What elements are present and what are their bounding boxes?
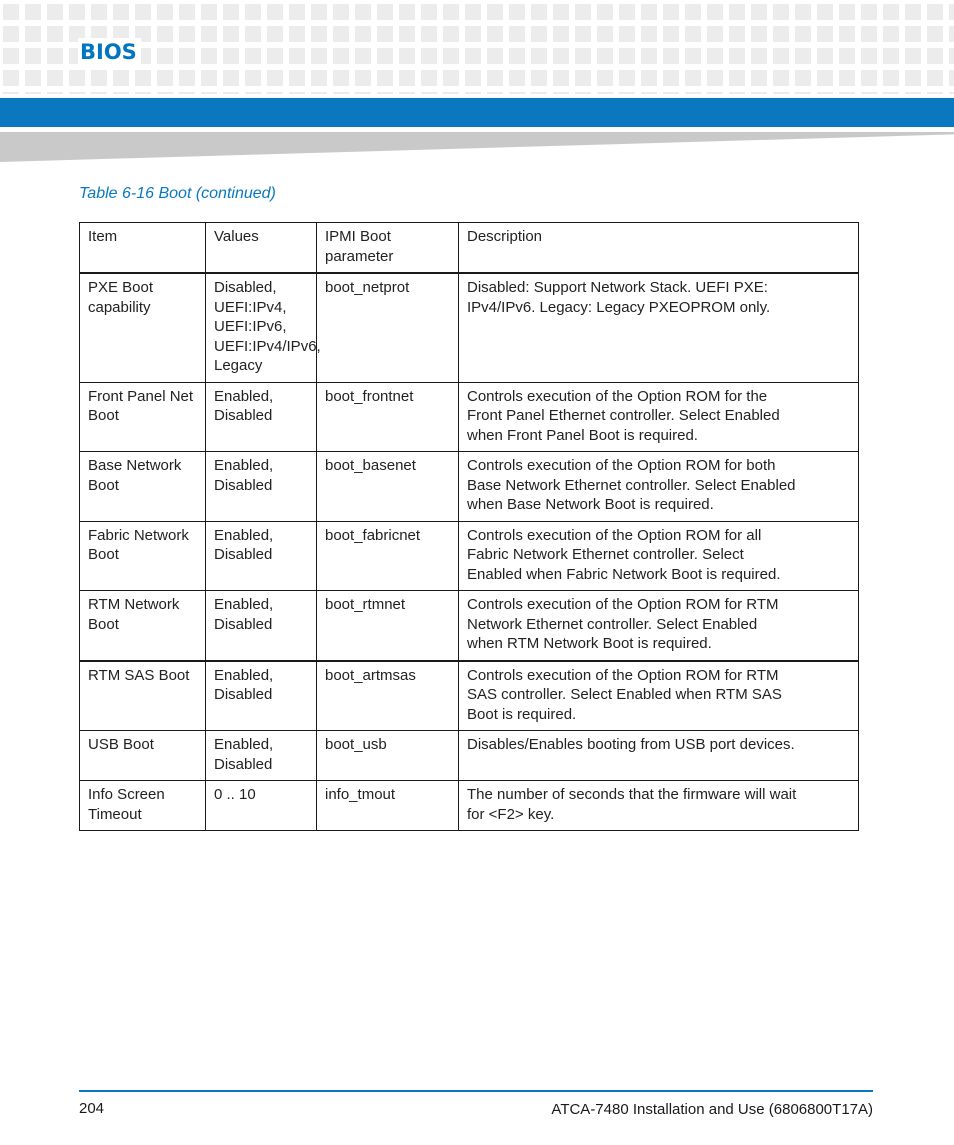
page-number: 204 (79, 1100, 105, 1117)
cell-description: The number of seconds that the firmware will wait for <F2> key. (459, 781, 859, 831)
table-row (80, 382, 859, 452)
cell-values: 0 .. 10 (206, 781, 317, 831)
cell-item: RTM Network Boot (80, 591, 206, 661)
cell-item: Info Screen Timeout (80, 781, 206, 831)
cell-description: Controls execution of the Option ROM for all Fabric Network Ethernet controller. Select Enabled when Fabric Network Boot is required. (459, 521, 859, 591)
cell-description: Controls execution of the Option ROM for both Base Network Ethernet controller. Select Enabled when Base Network Boot is required. (459, 452, 859, 522)
footer-rule (79, 1090, 873, 1092)
cell-ipmi: boot_usb (317, 731, 459, 781)
document-title: ATCA-7480 Installation and Use (6806800T17A) (551, 1101, 873, 1118)
cell-item: USB Boot (80, 731, 206, 781)
table-row (80, 273, 859, 382)
header-background (0, 0, 954, 96)
cell-description: Controls execution of the Option ROM for the Front Panel Ethernet controller. Select Enabled when Front Panel Boot is required. (459, 382, 859, 452)
header-grey-wedge (0, 132, 954, 162)
column-header-ipmi: IPMI Boot parameter (317, 223, 459, 274)
column-header-values: Values (206, 223, 317, 274)
section-title: BIOS (78, 38, 141, 66)
table-row (80, 661, 859, 731)
cell-description: Disables/Enables booting from USB port devices. (459, 731, 859, 781)
cell-description: Controls execution of the Option ROM for RTM SAS controller. Select Enabled when RTM SAS Boot is required. (459, 661, 859, 731)
cell-item: Front Panel Net Boot (80, 382, 206, 452)
cell-item: Base Network Boot (80, 452, 206, 522)
cell-values: Enabled, Disabled (206, 452, 317, 522)
table-caption: Table 6-16 Boot (continued) (79, 185, 276, 202)
table-row (80, 731, 859, 781)
table-row (80, 591, 859, 661)
cell-item: PXE Boot capability (80, 273, 206, 382)
header-square-pattern (3, 4, 954, 94)
cell-values: Enabled, Disabled (206, 521, 317, 591)
boot-table (79, 222, 859, 831)
column-header-description: Description (459, 223, 859, 274)
table-row (80, 781, 859, 831)
cell-ipmi: boot_basenet (317, 452, 459, 522)
column-header-item: Item (80, 223, 206, 274)
cell-values: Enabled, Disabled (206, 591, 317, 661)
cell-item: Fabric Network Boot (80, 521, 206, 591)
cell-values: Enabled, Disabled (206, 382, 317, 452)
cell-ipmi: boot_rtmnet (317, 591, 459, 661)
cell-values: Enabled, Disabled (206, 731, 317, 781)
cell-description: Controls execution of the Option ROM for RTM Network Ethernet controller. Select Enabled when RTM Network Boot is required. (459, 591, 859, 661)
table-row (80, 521, 859, 591)
cell-item: RTM SAS Boot (80, 661, 206, 731)
header-blue-band (0, 98, 954, 127)
table-header-row (80, 223, 859, 274)
cell-ipmi: boot_fabricnet (317, 521, 459, 591)
cell-values: Disabled, UEFI:IPv4, UEFI:IPv6, UEFI:IPv4/IPv6, Legacy (206, 273, 317, 382)
cell-ipmi: boot_frontnet (317, 382, 459, 452)
table-row (80, 452, 859, 522)
cell-description: Disabled: Support Network Stack. UEFI PXE: IPv4/IPv6. Legacy: Legacy PXEOPROM only. (459, 273, 859, 382)
cell-ipmi: info_tmout (317, 781, 459, 831)
cell-values: Enabled, Disabled (206, 661, 317, 731)
cell-ipmi: boot_artmsas (317, 661, 459, 731)
cell-ipmi: boot_netprot (317, 273, 459, 382)
